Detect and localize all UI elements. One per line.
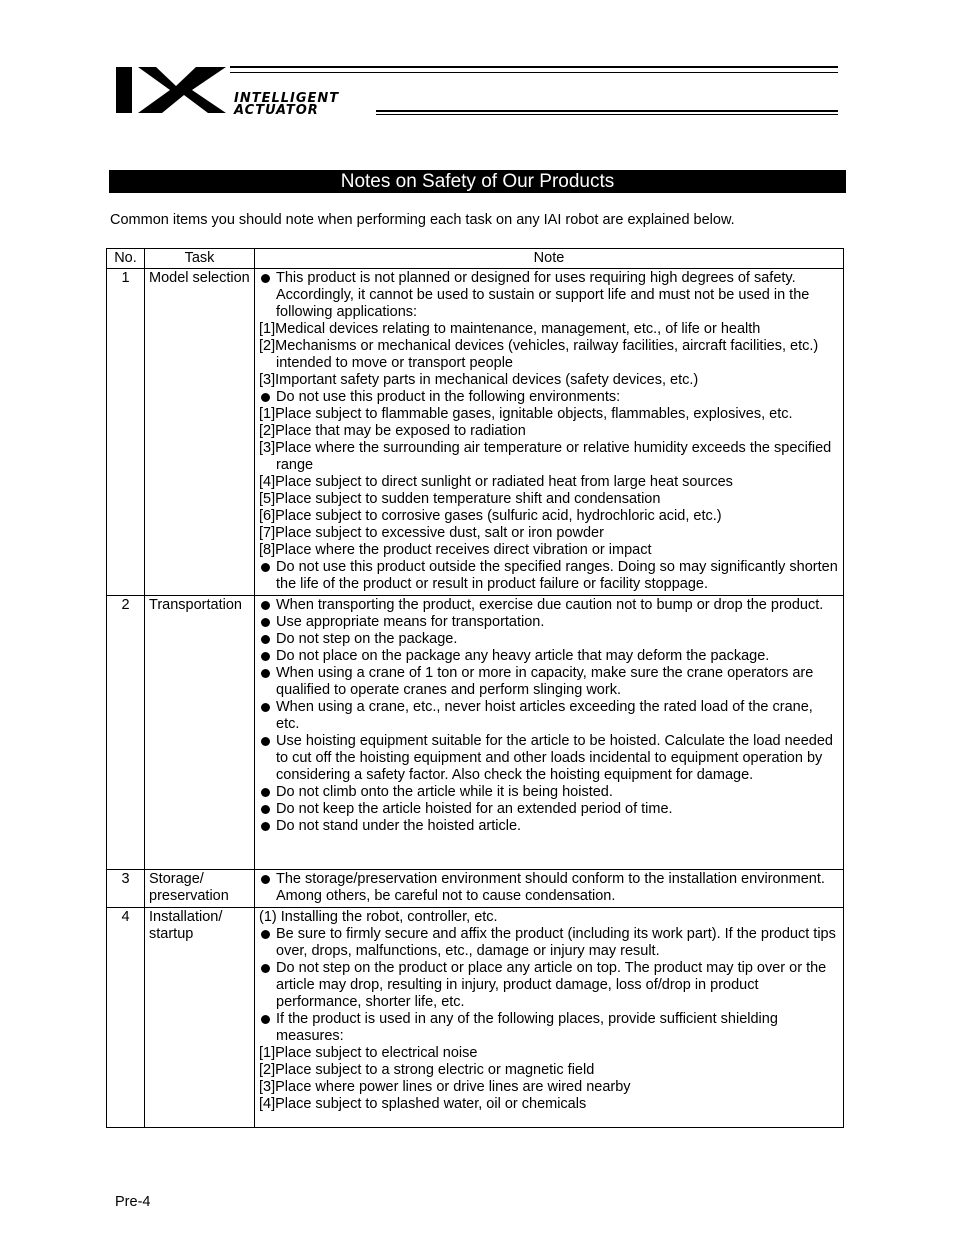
table-body	[107, 269, 844, 1128]
row-task: Installation/ startup	[145, 908, 255, 1128]
bullet-note: Use hoisting equipment suitable for the article to be hoisted. Calculate the load needed to cut off the hoisting equipment and other loads incidental to equipment operation by considering a safety factor. Also check the hoisting equipment for damage.	[259, 733, 839, 784]
bullet-note: Be sure to firmly secure and affix the product (including its work part). If the product tips over, drops, malfunctions, etc., damage or injury may result.	[259, 926, 839, 960]
note-line: [3]Place where the surrounding air temperature or relative humidity exceeds the specified range	[259, 440, 832, 473]
bullet-note: Do not step on the product or place any article on top. The product may tip over or the article may drop, resulting in injury, product damage, loss of/drop in product performance, shorter life, etc.	[259, 960, 839, 1011]
bullet-note: Do not climb onto the article while it is being hoisted.	[259, 784, 839, 801]
bullet-note: When using a crane, etc., never hoist articles exceeding the rated load of the crane, etc.	[259, 699, 839, 733]
note-line: [7]Place subject to excessive dust, salt or iron powder	[259, 525, 604, 541]
header-rule-top	[230, 66, 838, 68]
note-line: [4]Place subject to direct sunlight or radiated heat from large heat sources	[259, 474, 733, 490]
table-row	[107, 908, 844, 1128]
row-notes	[255, 596, 844, 870]
row-notes	[255, 908, 844, 1128]
bullet-note: Do not step on the package.	[259, 631, 839, 648]
bullet-note: Do not stand under the hoisted article.	[259, 818, 839, 835]
note-line: [2]Place that may be exposed to radiation	[259, 423, 526, 439]
note-line: (1) Installing the robot, controller, etc.	[259, 909, 498, 925]
header-rule-bottom	[376, 110, 838, 112]
bullet-note: Do not place on the package any heavy article that may deform the package.	[259, 648, 839, 665]
row-number: 3	[107, 870, 145, 908]
table-row	[107, 870, 844, 908]
row-number: 2	[107, 596, 145, 870]
bullet-note: If the product is used in any of the following places, provide sufficient shielding measures:	[259, 1011, 839, 1045]
bullet-note: This product is not planned or designed for uses requiring high degrees of safety. Accordingly, it cannot be used to sustain or support life and must not be used in the following applications:	[259, 270, 839, 321]
note-line: [2]Mechanisms or mechanical devices (vehicles, railway facilities, aircraft facilities, etc.) intended to move or transport people	[259, 338, 819, 371]
note-line: [8]Place where the product receives direct vibration or impact	[259, 542, 652, 558]
bullet-note: Do not use this product in the following environments:	[259, 389, 839, 406]
note-line: [4]Place subject to splashed water, oil or chemicals	[259, 1096, 587, 1112]
bullet-note: When using a crane of 1 ton or more in capacity, make sure the crane operators are qualified to operate cranes and perform slinging work.	[259, 665, 839, 699]
header-note: Note	[255, 249, 844, 269]
bullet-note: When transporting the product, exercise due caution not to bump or drop the product.	[259, 597, 839, 614]
intro-text: Common items you should note when performing each task on any IAI robot are explained below.	[110, 212, 735, 228]
page-number: Pre-4	[115, 1194, 151, 1210]
row-notes	[255, 870, 844, 908]
safety-notes-table	[106, 248, 844, 1128]
logo-text-line2: ACTUATOR	[234, 103, 319, 118]
note-line: [2]Place subject to a strong electric or magnetic field	[259, 1062, 595, 1078]
table-row	[107, 596, 844, 870]
header-rule-top-thin	[230, 72, 838, 73]
bullet-note: Do not keep the article hoisted for an extended period of time.	[259, 801, 839, 818]
row-task: Storage/ preservation	[145, 870, 255, 908]
header-task: Task	[145, 249, 255, 269]
bullet-note: The storage/preservation environment should conform to the installation environment. Among others, be careful not to cause condensation.	[259, 871, 839, 905]
note-line: [1]Medical devices relating to maintenance, management, etc., of life or health	[259, 321, 761, 337]
note-line: [3]Place where power lines or drive lines are wired nearby	[259, 1079, 631, 1095]
page-title: Notes on Safety of Our Products	[109, 170, 846, 193]
header-rule-bottom-thin	[376, 114, 838, 115]
table-header-row	[107, 249, 844, 269]
row-task: Transportation	[145, 596, 255, 870]
header-no: No.	[107, 249, 145, 269]
row-task: Model selection	[145, 269, 255, 596]
note-line: [3]Important safety parts in mechanical devices (safety devices, etc.)	[259, 372, 699, 388]
logo-text-line1: INTELLIGENT	[234, 91, 340, 106]
note-line: [1]Place subject to flammable gases, ignitable objects, flammables, explosives, etc.	[259, 406, 793, 422]
note-line: [1]Place subject to electrical noise	[259, 1045, 478, 1061]
ix-logo-icon	[116, 64, 228, 114]
bullet-note: Do not use this product outside the specified ranges. Doing so may significantly shorten the life of the product or result in product failure or facility stoppage.	[259, 559, 839, 593]
row-number: 1	[107, 269, 145, 596]
note-line: [5]Place subject to sudden temperature shift and condensation	[259, 491, 661, 507]
row-notes	[255, 269, 844, 596]
bullet-note: Use appropriate means for transportation.	[259, 614, 839, 631]
row-number: 4	[107, 908, 145, 1128]
table-row	[107, 269, 844, 596]
note-line: [6]Place subject to corrosive gases (sulfuric acid, hydrochloric acid, etc.)	[259, 508, 722, 524]
